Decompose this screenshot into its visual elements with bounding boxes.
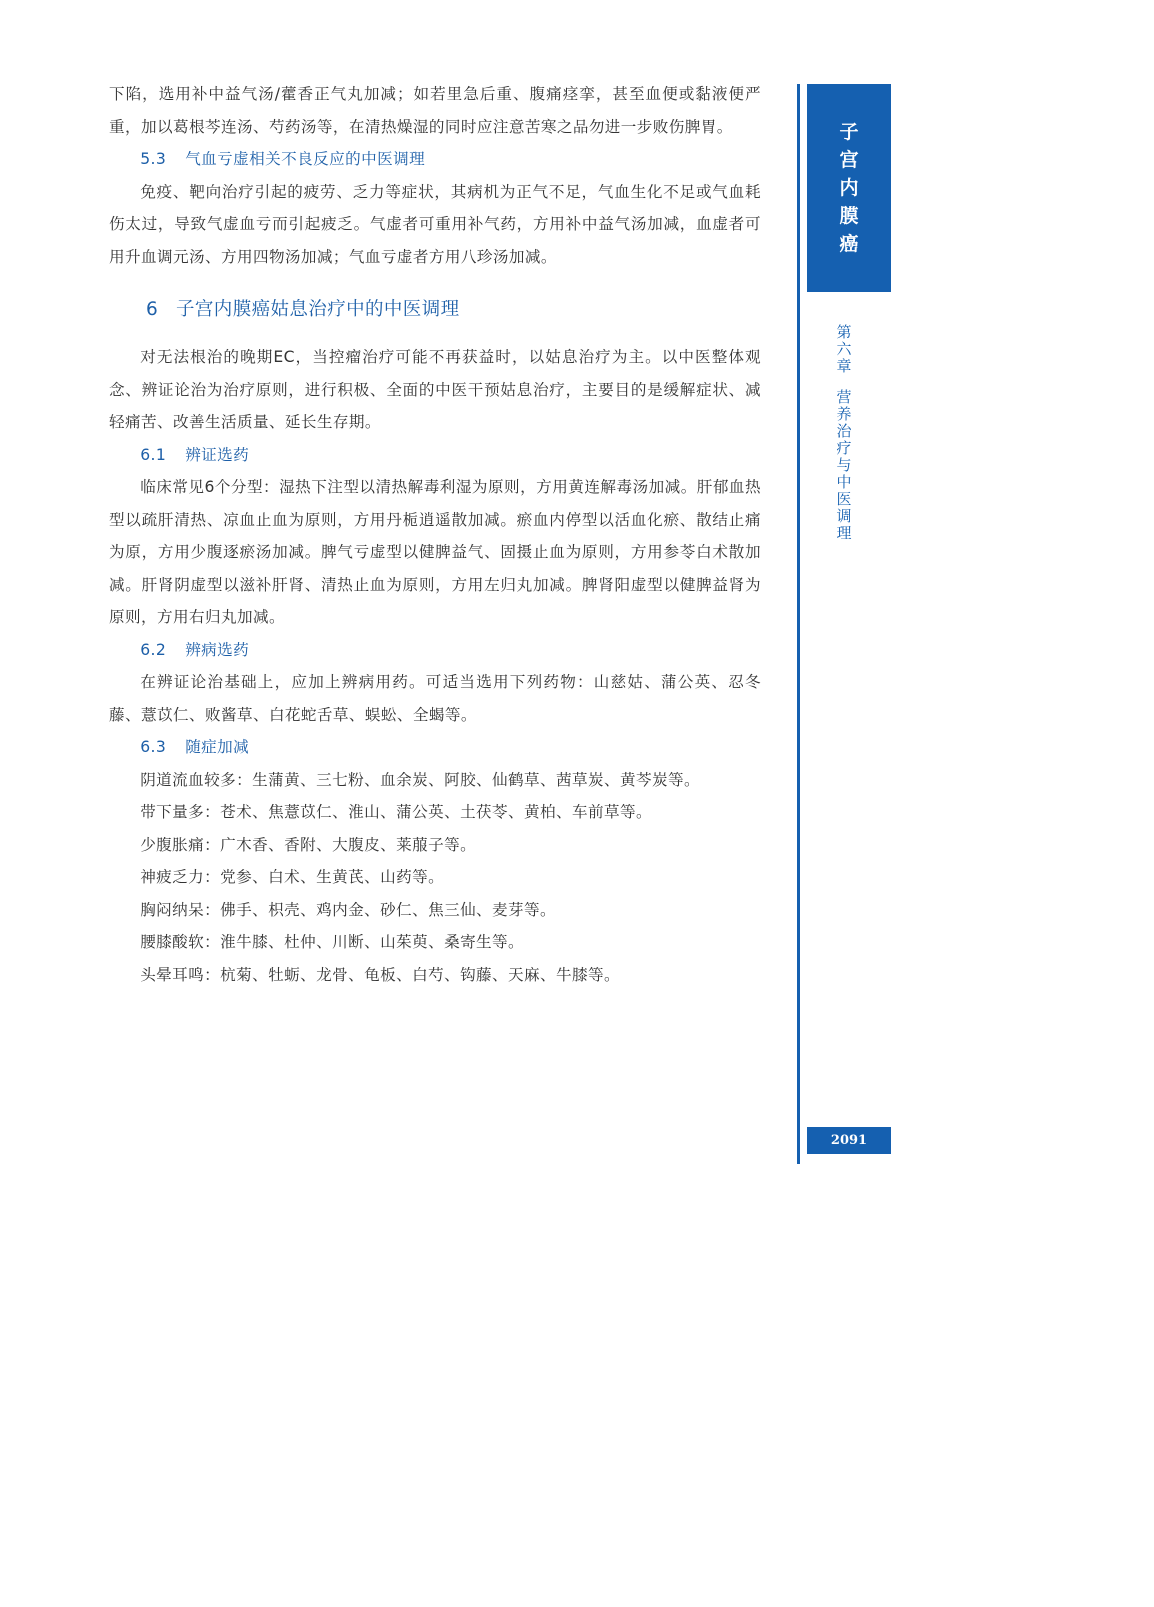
heading-6-1-number: 6.1 [140,445,167,464]
chapter-no-char: 六 [836,340,852,358]
page-number: 2091 [807,1127,891,1154]
symptom-item: 头晕耳鸣：杭菊、牡蛎、龙骨、龟板、白芍、钩藤、天麻、牛膝等。 [140,965,621,984]
chapter-title-char: 与 [836,456,852,474]
book-title-char: 内 [839,177,859,199]
continuation-paragraph: 下陷，选用补中益气汤/藿香正气丸加减；如若里急后重、腹痛痉挛，甚至血便或黏液便严重，加以葛根芩连汤、芍药汤等，在清热燥湿的同时应注意苦寒之品勿进一步败伤脾胃。 [109,85,761,136]
book-title-char: 癌 [839,233,859,255]
chapter-gap [834,375,854,389]
paragraph-6-1: 临床常见6个分型：湿热下注型以清热解毒利湿为原则，方用黄连解毒汤加减。肝郁血热型以疏肝清热、凉血止血为原则，方用丹栀逍遥散加减。瘀血内停型以活血化瘀、散结止痛为原，方用少腹逐瘀汤加减。脾气亏虚型以健脾益气、固摄止血为原则，方用参苓白术散加减。肝肾阴虚型以滋补肝肾、清热止血为原则，方用左归丸加减。脾肾阳虚型以健脾益肾为原则，方用右归丸加减。 [109,478,761,626]
heading-6-2-number: 6.2 [140,640,167,659]
chapter-title-char: 营 [836,388,852,406]
heading-5-3-title: 气血亏虚相关不良反应的中医调理 [185,150,426,168]
chapter-title-char: 理 [836,524,852,542]
heading-6-3 [109,731,761,764]
heading-6-number: 6 [146,299,159,320]
chapter-title-char: 养 [836,405,852,423]
symptom-item: 神疲乏力：党参、白术、生黄芪、山药等。 [140,868,445,886]
paragraph-5-3: 免疫、靶向治疗引起的疲劳、乏力等症状，其病机为正气不足，气血生化不足或气血耗伤太过，导致气虚血亏而引起疲乏。气虚者可重用补气药，方用补中益气汤加减，血虚者可用升血调元汤、方用四物汤加减；气血亏虚者方用八珍汤加减。 [109,182,761,266]
heading-6-3-number: 6.3 [140,738,167,756]
chapter-title-char: 治 [836,422,852,440]
chapter-title-char: 医 [836,490,852,508]
chapter-title-char: 调 [836,507,852,525]
chapter-running-head [834,324,854,542]
symptom-item: 胸闷纳呆：佛手、枳壳、鸡内金、砂仁、焦三仙、麦芽等。 [140,900,557,919]
heading-6-1-title: 辨证选药 [185,445,250,464]
symptom-item: 少腹胀痛：广木香、香附、大腹皮、莱菔子等。 [140,835,477,854]
heading-5-3 [109,143,761,176]
book-title-char: 膜 [839,205,859,227]
book-title-tab [807,84,891,292]
paragraph-6: 对无法根治的晚期EC，当控瘤治疗可能不再获益时，以姑息治疗为主。以中医整体观念、辨证论治为治疗原则，进行积极、全面的中医干预姑息治疗，主要目的是缓解症状、减轻痛苦、改善生活质量、延长生存期。 [109,348,761,431]
chapter-no-char: 第 [836,323,852,341]
chapter-no-char: 章 [836,357,852,375]
heading-6-3-title: 随症加减 [185,738,250,756]
heading-5-3-number: 5.3 [140,150,167,168]
book-title-char: 宫 [839,149,859,171]
heading-6-2 [109,634,761,667]
heading-6-title: 子宫内膜癌姑息治疗中的中医调理 [176,299,460,320]
heading-6-2-title: 辨病选药 [185,640,250,659]
chapter-title-char: 中 [836,473,852,491]
chapter-title-char: 疗 [836,439,852,457]
heading-6-1 [109,439,761,472]
symptom-item: 带下量多：苍术、焦薏苡仁、淮山、蒲公英、土茯苓、黄柏、车前草等。 [140,803,652,821]
symptom-item: 阴道流血较多：生蒲黄、三七粉、血余炭、阿胶、仙鹤草、茜草炭、黄芩炭等。 [140,770,700,789]
paragraph-6-2: 在辨证论治基础上，应加上辨病用药。可适当选用下列药物：山慈姑、蒲公英、忍冬藤、薏苡仁、败酱草、白花蛇舌草、蜈蚣、全蝎等。 [109,673,761,724]
heading-6 [109,293,761,327]
symptom-item: 腰膝酸软：淮牛膝、杜仲、川断、山茱萸、桑寄生等。 [140,933,525,951]
book-title-char: 子 [839,121,859,143]
main-content [109,78,761,991]
margin-rule [797,84,800,1164]
